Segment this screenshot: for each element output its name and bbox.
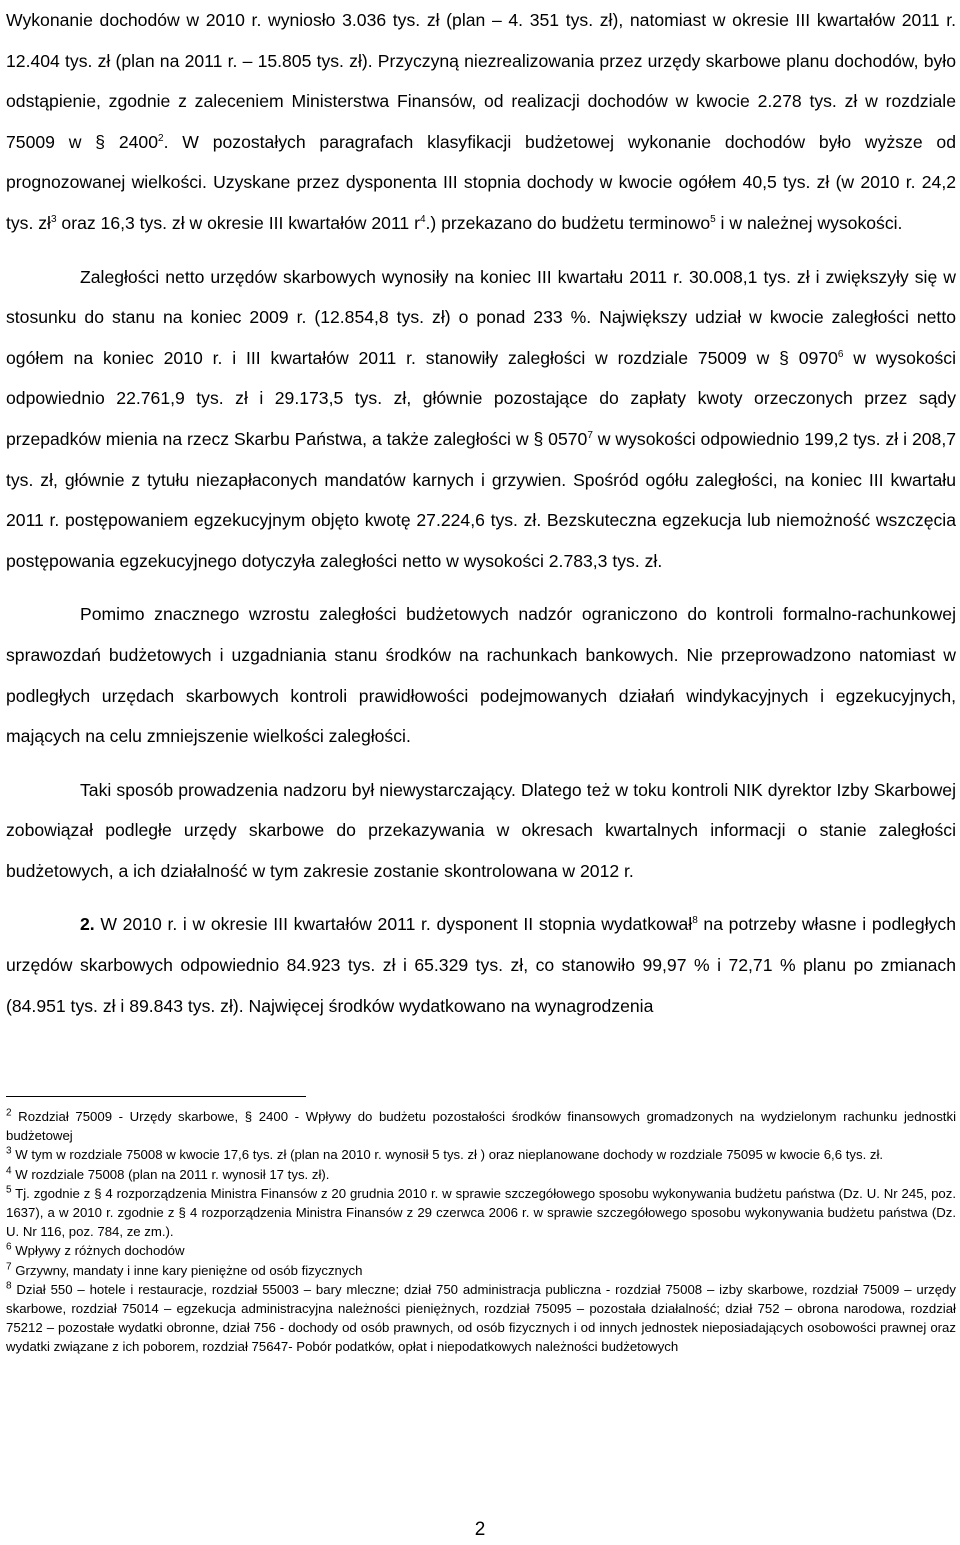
document-body [6, 0, 956, 1026]
footnote-ref-8: 8 [692, 915, 698, 927]
footnote: $^3$ W tym w rozdziale 75008 w kwocie 17,6 tys. zł (plan na 2010 r. wynosił 5 tys. zł ) oraz nieplanowane dochody w rozdziale 75095 w kwocie 6,6 tys. zł. [6, 1146, 884, 1163]
footnote: $^8$ Dział 550 – hotele i restauracje, rozdział 55003 – bary mleczne; dział 750 administracja publiczna - rozdział 75008 – izby skarbowe, rozdział 75009 – urzędy skarbowe, rozdział 75014 – egzekucja administracyjna należności pieniężnych, rozdział 75095 – pozostała działalność; dział 752 – obrona narodowa, rozdział 75212 – pozostałe wydatki obronne, dział 756 - dochody od osób prawnych, od osób fizycznych i od innych jednostek nieposiadających osobowości prawnej oraz wydatki związane z ich poborem, rozdział 75647- Pobór podatków, opłat i niepodatkowych należności budżetowych [6, 1280, 956, 1355]
footnote: $^6$ Wpływy z różnych dochodów [6, 1242, 185, 1259]
footnote-ref-3: 3 [50, 214, 57, 226]
footnote-ref-2: 2 [158, 132, 164, 144]
footnote-separator [6, 1096, 306, 1097]
footnote-ref-6: 6 [837, 348, 844, 360]
footnote-ref-4: 4 [419, 214, 426, 226]
paragraph-supervision-insufficient: Taki sposób prowadzenia nadzoru był niewystarczający. Dlatego też w toku kontroli NIK dyrektor Izby Skarbowej zobowiązał podległe urzędy skarbowe do przekazywania w okresach kwartalnych informacji o stanie zaległości budżetowych, a ich działalność w tym zakresie zostanie skontrolowana w 2012 r. [6, 779, 956, 881]
footnote-ref-7: 7 [587, 430, 593, 442]
paragraph-arrears: Zaległości netto urzędów skarbowych wynosiły na koniec III kwartału 2011 r. 30.008,1 tys. zł i zwiększyły się w stosunku do stanu na koniec 2009 r. (12.854,8 tys. zł) o ponad 233 %. Największy udział w kwocie zaległości netto ogółem na koniec 2010 r. i III kwartałów 2011 r. stanowiły zaległości w rozdziale 75009 w § 0970$^6$ w wysokości odpowiednio 22.761,9 tys. zł i 29.173,5 tys. zł, głównie pozostające do zapłaty kwoty orzeczonych przez sądy przepadków mienia na rzecz Skarbu Państwa, a także zaległości w § 0570$^7$ w wysokości odpowiednio 199,2 tys. zł i 208,7 tys. zł, głównie z tytułu niezapłaconych mandatów karnych i grzywien. Spośród ogółu zaległości, na koniec III kwartału 2011 r. postępowaniem egzekucyjnym objęto kwotę 27.224,6 tys. zł. Bezskuteczna egzekucja lub niemożność wszczęcia postępowania egzekucyjnego dotyczyła zaległości netto w wysokości 2.783,3 tys. zł. [6, 266, 957, 571]
footnote: $^7$ Grzywny, mandaty i inne kary pieniężne od osób fizycznych [6, 1261, 363, 1278]
footnote: $^4$ W rozdziale 75008 (plan na 2011 r. wynosił 17 tys. zł). [6, 1165, 330, 1182]
paragraph-expenditures: 2. W 2010 r. i w okresie III kwartałów 2011 r. dysponent II stopnia wydatkował$^8$ na potrzeby własne i podległych urzędów skarbowych odpowiednio 84.923 tys. zł i 65.329 tys. zł, co stanowiło 99,97 % i 72,71 % planu po zmianach (84.951 tys. zł i 89.843 tys. zł). Najwięcej środków wydatkowano na wynagrodzenia [6, 914, 956, 1016]
page-number: 2 [474, 1519, 486, 1540]
paragraph-income-execution: Wykonanie dochodów w 2010 r. wyniosło 3.036 tys. zł (plan – 4. 351 tys. zł), natomiast w okresie III kwartałów 2011 r. 12.404 tys. zł (plan na 2011 r. – 15.805 tys. zł). Przyczyną niezrealizowania przez urzędy skarbowe planu dochodów, było odstąpienie, zgodnie z zaleceniem Ministerstwa Finansów, od realizacji dochodów w kwocie 2.278 tys. zł w rozdziale 75009 w § 2400$^2$. W pozostałych paragrafach klasyfikacji budżetowej wykonanie dochodów było wyższe od prognozowanej wielkości. Uzyskane przez dysponenta III stopnia dochody w kwocie ogółem 40,5 tys. zł (w 2010 r. 24,2 tys. $zł^3$ oraz 16,3 tys. zł w okresie III kwartałów 2011 $r^4$.) przekazano do budżetu terminowo$^5$ i w należnej wysokości. [6, 10, 957, 233]
footnote-ref-5: 5 [710, 214, 716, 226]
footnote: $^5$ Tj. zgodnie z § 4 rozporządzenia Ministra Finansów z 20 grudnia 2010 r. w sprawie szczegółowego sposobu wykonywania budżetu państwa (Dz. U. Nr 245, poz. 1637), a w 2010 r. zgodnie z § 4 rozporządzenia Ministra Finansów z 29 czerwca 2006 r. w sprawie szczegółowego sposobu wykonywania budżetu państwa (Dz. U. Nr 116, poz. 784, ze zm.). [6, 1184, 956, 1240]
paragraph-supervision: Pomimo znacznego wzrostu zaległości budżetowych nadzór ograniczono do kontroli formalno-rachunkowej sprawozdań budżetowych i uzgadniania stanu środków na rachunkach bankowych. Nie przeprowadzono natomiast w podległych urzędach skarbowych kontroli prawidłowości podejmowanych działań windykacyjnych i egzekucyjnych, mających na celu zmniejszenie wielkości zaległości. [6, 604, 956, 747]
footnotes [6, 1107, 956, 1357]
section-number: 2. [80, 914, 95, 935]
footnote: $^2$ Rozdział 75009 - Urzędy skarbowe, § 2400 - Wpływy do budżetu pozostałości środków finansowych gromadzonych na wydzielonym rachunku jednostki budżetowej [6, 1107, 956, 1144]
